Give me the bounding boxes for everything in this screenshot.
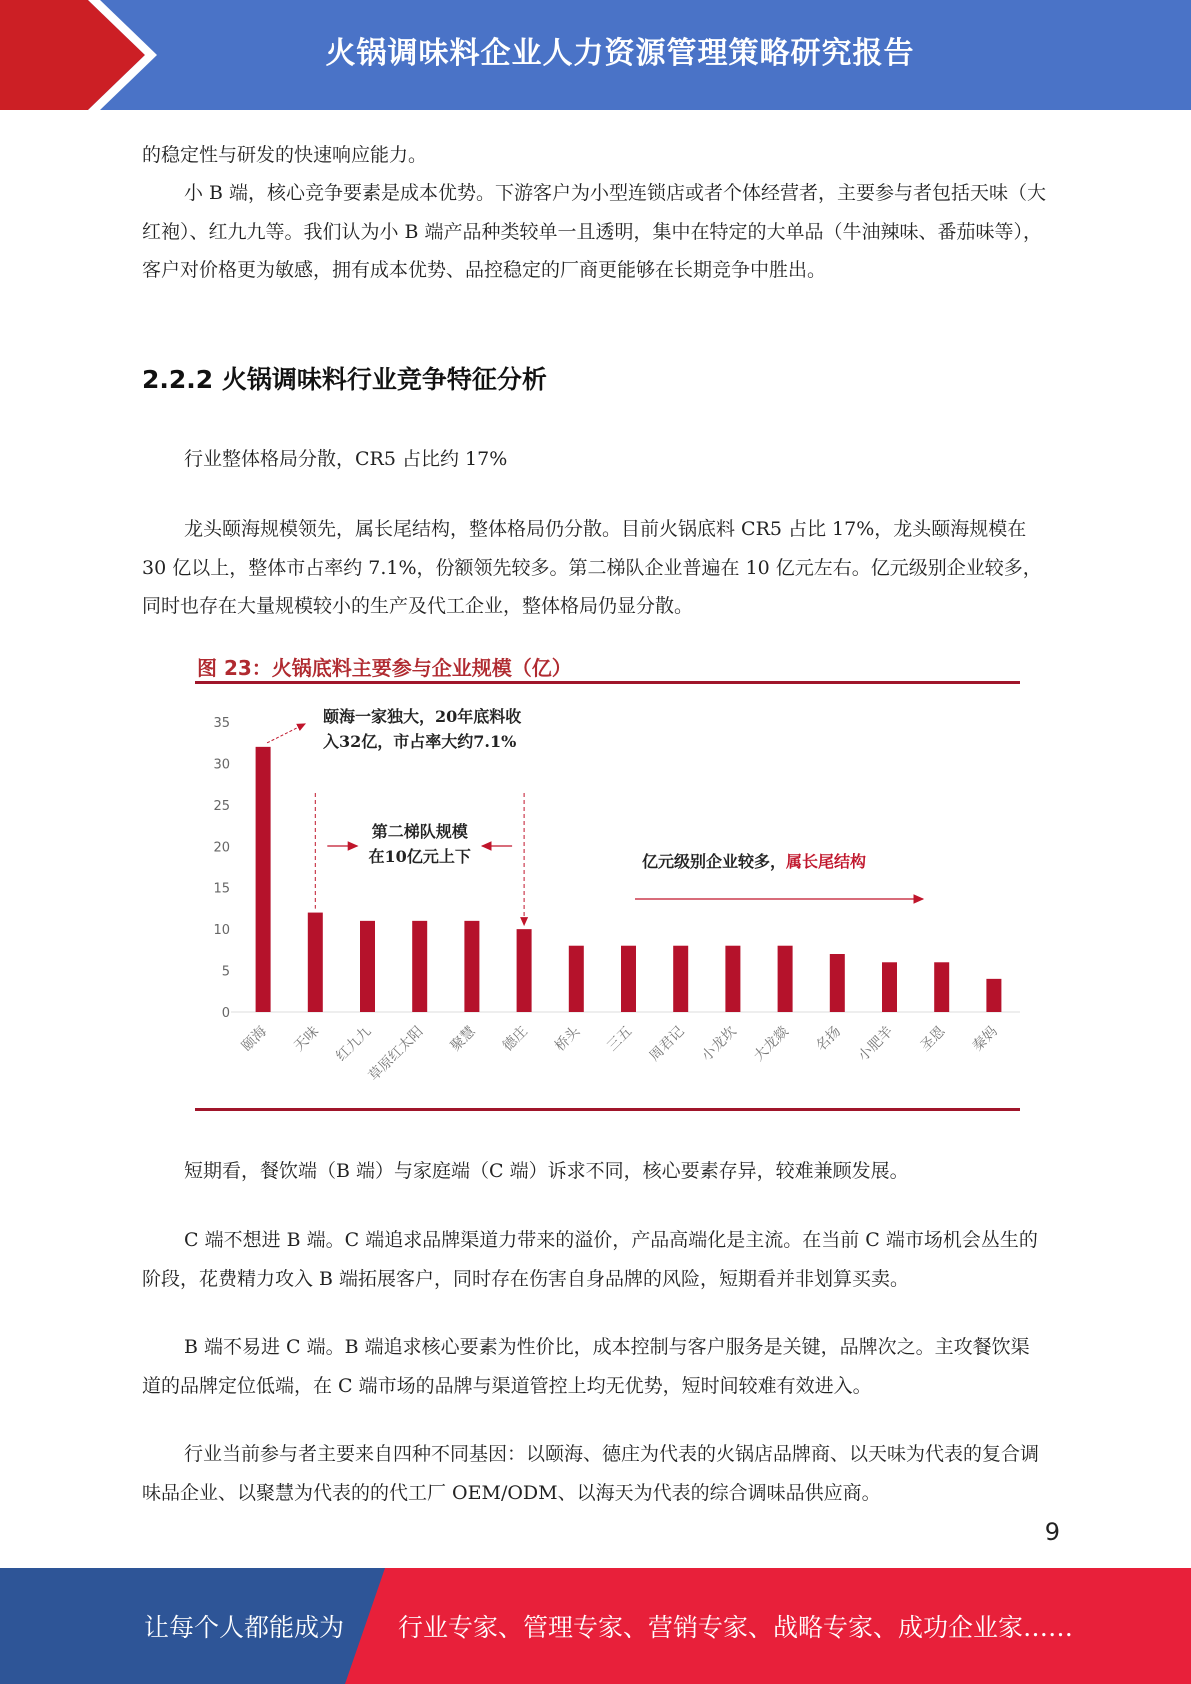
annotation-long-tail: 亿元级别企业较多，属长尾结构 bbox=[642, 852, 867, 871]
bar bbox=[673, 946, 688, 1012]
x-tick-label: 小龙坎 bbox=[698, 1023, 740, 1065]
paragraph-small-b: 小 B 端，核心竞争要素是成本优势。下游客户为小型连锁店或者个体经营者，主要参与者包括天味（大红袍）、红九九等。我们认为小 B 端产品种类较单一且透明，集中在特定的大单品（牛油辣味、番茄味等），客户对价格更为敏感，拥有成本优势、品控稳定的厂商更能够在长期竞争中胜出。 bbox=[142, 182, 1047, 281]
y-tick-label: 5 bbox=[221, 964, 230, 980]
page-number: 9 bbox=[1044, 1518, 1060, 1546]
annotation-second-tier-line1: 第二梯队规模 bbox=[371, 822, 468, 841]
paragraph-c-end: C 端不想进 B 端。C 端追求品牌渠道力带来的溢价，产品高端化是主流。在当前 C 端市场机会丛生的阶段，花费精力攻入 B 端拓展客户，同时存在伤害自身品牌的风险，短期看并非划算买卖。 bbox=[142, 1229, 1038, 1290]
x-tick-label: 周君记 bbox=[646, 1023, 688, 1065]
bar bbox=[725, 946, 740, 1012]
y-tick-label: 15 bbox=[213, 881, 230, 897]
annotation-arrow-yihai bbox=[267, 724, 305, 743]
chart-bottom-rule bbox=[195, 1108, 1020, 1111]
paragraph-continuation: 的稳定性与研发的快速响应能力。 bbox=[142, 144, 428, 166]
bar bbox=[882, 962, 897, 1012]
footer-slogan-left: 让每个人都能成为 bbox=[144, 1613, 345, 1642]
x-tick-label: 颐海 bbox=[238, 1023, 270, 1055]
bar bbox=[569, 946, 584, 1012]
page-footer bbox=[0, 1568, 1191, 1684]
paragraph-leader: 龙头颐海规模领先，属长尾结构，整体格局仍分散。目前火锅底料 CR5 占比 17%，龙头颐海规模在 30 亿以上，整体市占率约 7.1%，份额领先较多。第二梯队企业普遍在 10 亿元左右。亿元级别企业较多，同时也存在大量规模较小的生产及代工企业，整体格局仍显分散。 bbox=[142, 518, 1042, 617]
section-heading: 2.2.2 火锅调味料行业竞争特征分析 bbox=[142, 365, 547, 394]
x-tick-label: 红九九 bbox=[333, 1023, 375, 1065]
x-tick-label: 天味 bbox=[291, 1023, 323, 1055]
y-tick-label: 0 bbox=[221, 1006, 230, 1021]
x-tick-label: 草原红太阳 bbox=[365, 1023, 427, 1085]
x-tick-label: 圣恩 bbox=[917, 1023, 949, 1055]
bar bbox=[830, 954, 845, 1012]
paragraph-short-term: 短期看，餐饮端（B 端）与家庭端（C 端）诉求不同，核心要素存异，较难兼顾发展。 bbox=[184, 1160, 909, 1182]
x-tick-label: 三五 bbox=[604, 1023, 636, 1055]
paragraph-cr5: 行业整体格局分散，CR5 占比约 17% bbox=[184, 448, 508, 470]
y-tick-label: 20 bbox=[213, 840, 230, 856]
x-tick-label: 小肥羊 bbox=[855, 1023, 897, 1065]
annotation-second-tier-line2: 在10亿元上下 bbox=[368, 847, 471, 866]
y-tick-label: 30 bbox=[213, 757, 230, 773]
chart-top-rule bbox=[195, 681, 1020, 684]
bar bbox=[778, 946, 793, 1012]
chart-title: 图 23：火锅底料主要参与企业规模（亿） bbox=[197, 656, 572, 680]
bar bbox=[360, 921, 375, 1012]
paragraph-participants: 行业当前参与者主要来自四种不同基因：以颐海、德庄为代表的火锅店品牌商、以天味为代表的复合调味品企业、以聚慧为代表的的代工厂 OEM/ODM、以海天为代表的综合调味品供应商。 bbox=[142, 1443, 1040, 1504]
x-tick-label: 桥头 bbox=[552, 1023, 584, 1055]
x-tick-label: 秦妈 bbox=[969, 1023, 1001, 1055]
bar bbox=[464, 921, 479, 1012]
bar bbox=[986, 979, 1001, 1012]
bar bbox=[308, 913, 323, 1012]
y-tick-label: 10 bbox=[213, 923, 230, 939]
x-tick-label: 名扬 bbox=[813, 1023, 845, 1055]
bar-chart bbox=[195, 690, 1025, 1105]
x-tick-label: 聚慧 bbox=[447, 1023, 479, 1055]
page-header bbox=[0, 0, 1191, 110]
annotation-yihai-line2: 入32亿，市占率大约7.1% bbox=[323, 732, 517, 751]
bar bbox=[934, 962, 949, 1012]
bar bbox=[412, 921, 427, 1012]
bar bbox=[517, 929, 532, 1012]
annotation-yihai-line1: 颐海一家独大，20年底料收 bbox=[323, 707, 522, 726]
y-tick-label: 25 bbox=[213, 798, 230, 814]
x-tick-label: 大龙燚 bbox=[750, 1023, 792, 1065]
bar bbox=[621, 946, 636, 1012]
y-tick-label: 35 bbox=[213, 716, 230, 731]
bar bbox=[256, 747, 271, 1012]
header-title: 火锅调味料企业人力资源管理策略研究报告 bbox=[325, 36, 915, 71]
x-tick-label: 德庄 bbox=[499, 1023, 531, 1055]
footer-slogan-right: 行业专家、管理专家、营销专家、战略专家、成功企业家…… bbox=[398, 1613, 1074, 1642]
paragraph-b-end: B 端不易进 C 端。B 端追求核心要素为性价比，成本控制与客户服务是关键，品牌次之。主攻餐饮渠道的品牌定位低端，在 C 端市场的品牌与渠道管控上均无优势，短时间较难有效进入。 bbox=[142, 1336, 1030, 1397]
